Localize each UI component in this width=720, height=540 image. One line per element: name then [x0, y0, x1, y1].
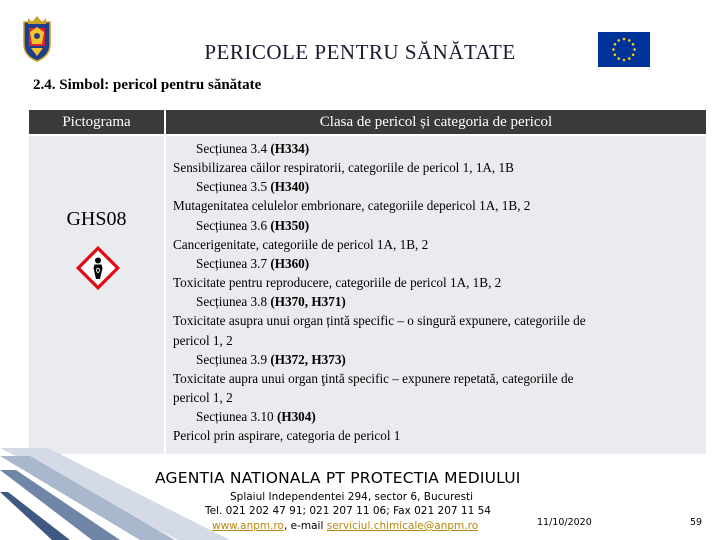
hazard-codes: (H350): [270, 217, 310, 233]
eu-star-icon: [614, 53, 617, 56]
hazard-description: Mutagenitatea celulelor embrionare, categoriile depericol 1A, 1B, 2: [173, 198, 531, 214]
eu-flag-icon: [598, 32, 650, 67]
hazard-codes: (H372, H373): [270, 351, 346, 367]
hazard-codes: (H340): [270, 179, 310, 195]
hazard-class-cell: [166, 136, 706, 454]
page-title: PERICOLE PENTRU SĂNĂTATE: [204, 40, 516, 64]
eu-star-icon: [632, 53, 635, 56]
health-hazard-icon: [76, 246, 120, 290]
eu-star-icon: [623, 59, 626, 62]
hazard-sections: [173, 139, 703, 446]
footer-decoration: [0, 448, 230, 540]
pictogram-cell: [29, 136, 164, 454]
hazard-codes: (H360): [270, 255, 310, 271]
eu-star-icon: [617, 39, 620, 42]
section-heading: [173, 292, 703, 311]
section-label: Secțiunea 3.9: [196, 351, 271, 367]
hazard-codes: (H304): [276, 409, 316, 425]
ghs-code: GHS08: [66, 208, 127, 230]
eu-star-icon: [614, 43, 617, 46]
hazard-description: pericol 1, 2: [173, 332, 233, 348]
section-heading: [173, 254, 703, 273]
section-heading: [173, 350, 703, 369]
section-heading: [173, 216, 703, 235]
agency-address: Splaiul Independentei 294, sector 6, Bucuresti: [230, 491, 474, 503]
column-header-pictogram: Pictograma: [29, 110, 164, 134]
agency-contact: [212, 520, 478, 532]
section-heading: [173, 407, 703, 426]
hazard-description: Cancerigenitate, categoriile de pericol 1A, 1B, 2: [173, 236, 429, 252]
hazard-description: Sensibilizarea căilor respiratorii, categoriile de pericol 1, 1A, 1B: [173, 160, 514, 176]
agency-phone: Tel. 021 202 47 91; 021 207 11 06; Fax 021 207 11 54: [205, 505, 491, 517]
hazard-description: pericol 1, 2: [173, 390, 233, 406]
website-link[interactable]: www.anpm.ro: [212, 520, 284, 532]
section-subtitle: 2.4. Simbol: pericol pentru sănătate: [33, 77, 262, 93]
email-prefix: , e-mail: [283, 520, 327, 532]
hazard-description: Pericol prin aspirare, categoria de pericol 1: [173, 428, 401, 444]
eu-star-icon: [628, 57, 631, 60]
section-label: Secțiunea 3.10: [196, 409, 277, 425]
section-label: Secțiunea 3.6: [196, 217, 271, 233]
hazard-codes: (H370, H371): [270, 294, 346, 310]
section-heading: [173, 139, 703, 158]
hazard-table: [29, 110, 706, 454]
hazard-codes: (H334): [270, 141, 310, 156]
section-heading: [173, 177, 703, 196]
column-header-hazard-class: Clasa de pericol și categoria de pericol: [166, 110, 706, 134]
agency-name: AGENTIA NATIONALA PT PROTECTIA MEDIULUI: [155, 469, 521, 487]
eu-star-icon: [623, 38, 626, 41]
eu-star-icon: [632, 43, 635, 46]
eu-star-icon: [628, 39, 631, 42]
eu-star-icon: [612, 48, 615, 51]
eu-star-icon: [617, 57, 620, 60]
section-label: Secțiunea 3.5: [196, 179, 271, 195]
section-label: Secțiunea 3.4: [196, 141, 271, 156]
email-link[interactable]: serviciul.chimicale@anpm.ro: [326, 520, 479, 532]
eu-star-icon: [633, 48, 636, 51]
hazard-description: Toxicitate asupra unui organ țintă specific – o singură expunere, categoriile de: [173, 313, 586, 329]
page-number: 59: [690, 517, 703, 528]
slide-date: 11/10/2020: [537, 517, 592, 528]
hazard-description: Toxicitate pentru reproducere, categoriile de pericol 1A, 1B, 2: [173, 275, 502, 291]
section-label: Secțiunea 3.8: [196, 294, 271, 310]
section-label: Secțiunea 3.7: [196, 255, 271, 271]
hazard-description: Toxicitate aupra unui organ ţintă specific – expunere repetată, categoriile de: [173, 370, 574, 386]
